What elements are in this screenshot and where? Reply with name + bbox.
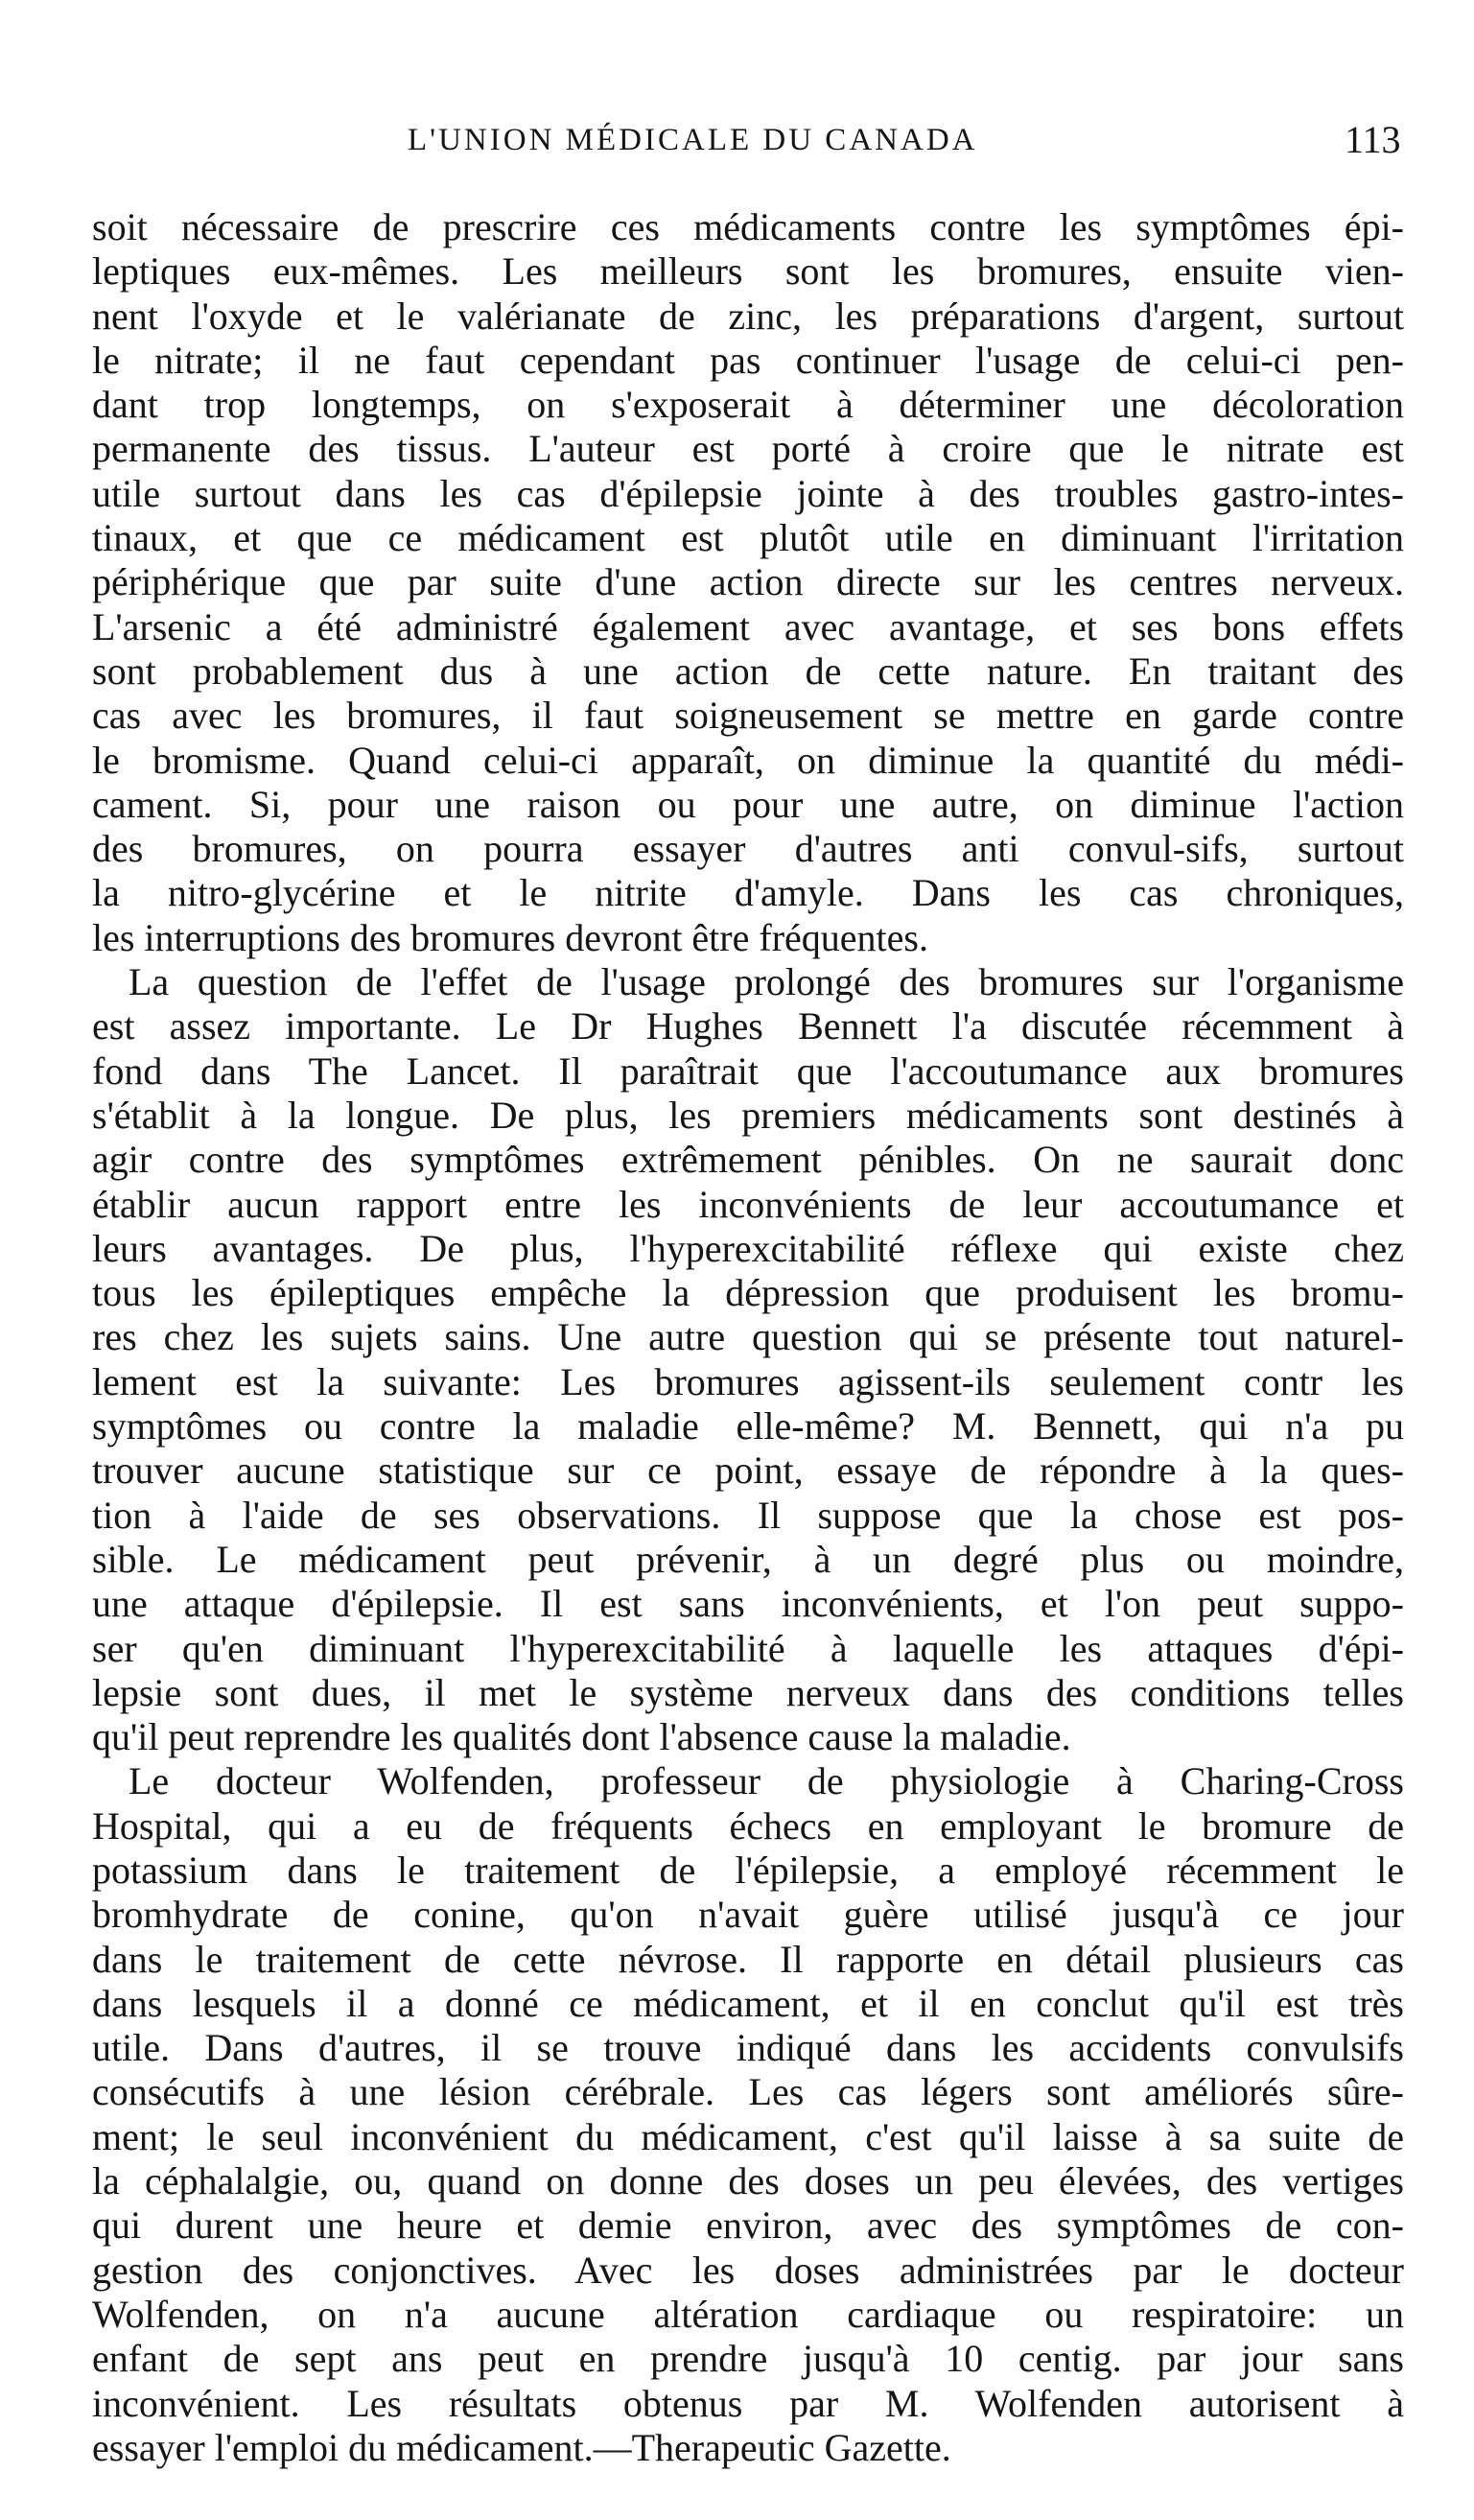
paragraph-end-line: qu'il peut reprendre les qualités dont l'absence cause la maladie. [92, 1715, 1071, 1759]
text-line: des bromures, on pourra essayer d'autres anti convul-sifs, surtout [92, 827, 1404, 871]
text-line: le bromisme. Quand celui-ci apparaît, on diminue la quantité du médi- [92, 738, 1404, 782]
text-line: lement est la suivante: Les bromures agissent-ils seulement contr les [92, 1359, 1404, 1403]
paragraph-start-line: Le docteur Wolfenden, professeur de physiologie à Charing-Cross [129, 1759, 1404, 1803]
text-line: périphérique que par suite d'une action directe sur les centres nerveux. [92, 560, 1404, 604]
text-line: utile surtout dans les cas d'épilepsie jointe à des troubles gastro-intes- [92, 471, 1404, 515]
text-line: agir contre des symptômes extrêmement pénibles. On ne saurait donc [92, 1138, 1404, 1182]
text-line: symptômes ou contre la maladie elle-même? M. Bennett, qui n'a pu [92, 1404, 1404, 1448]
text-line: Wolfenden, on n'a aucune altération cardiaque ou respiratoire: un [92, 2292, 1404, 2336]
text-line: sont probablement dus à une action de cette nature. En traitant des [92, 648, 1404, 693]
text-line: consécutifs à une lésion cérébrale. Les cas légers sont améliorés sûre- [92, 2070, 1404, 2114]
text-line: gestion des conjonctives. Avec les doses administrées par le docteur [92, 2248, 1404, 2292]
text-line: Hospital, qui a eu de fréquents échecs en employant le bromure de [92, 1803, 1404, 1848]
text-line: inconvénient. Les résultats obtenus par M. Wolfenden autorisent à [92, 2381, 1404, 2425]
text-line: ser qu'en diminuant l'hyperexcitabilité à laquelle les attaques d'épi- [92, 1626, 1404, 1670]
text-line: permanente des tissus. L'auteur est porté à croire que le nitrate est [92, 427, 1404, 471]
text-line: lepsie sont dues, il met le système nerveux dans des conditions telles [92, 1670, 1404, 1714]
body-text [92, 205, 1404, 2470]
page-number: 113 [1345, 118, 1401, 161]
text-line: cas avec les bromures, il faut soigneusement se mettre en garde contre [92, 694, 1404, 738]
text-line: ment; le seul inconvénient du médicament, c'est qu'il laisse à sa suite de [92, 2114, 1404, 2158]
text-line: tous les épileptiques empêche la dépression que produisent les bromu- [92, 1271, 1404, 1315]
text-line: fond dans The Lancet. Il paraîtrait que l'accoutumance aux bromures [92, 1048, 1404, 1093]
text-line: nent l'oxyde et le valérianate de zinc, les préparations d'argent, surtout [92, 294, 1404, 338]
text-line: la nitro-glycérine et le nitrite d'amyle. Dans les cas chroniques, [92, 871, 1404, 915]
text-line: cament. Si, pour une raison ou pour une autre, on diminue l'action [92, 782, 1404, 826]
paragraph-end-line: les interruptions des bromures devront être fréquentes. [92, 915, 928, 959]
text-line: dans lesquels il a donné ce médicament, et il en conclut qu'il est très [92, 1981, 1404, 2025]
text-line: potassium dans le traitement de l'épilepsie, a employé récemment le [92, 1848, 1404, 1892]
text-line: s'établit à la longue. De plus, les premiers médicaments sont destinés à [92, 1093, 1404, 1137]
text-line: utile. Dans d'autres, il se trouve indiqué dans les accidents convulsifs [92, 2026, 1404, 2070]
text-line: res chez les sujets sains. Une autre question qui se présente tout naturel- [92, 1315, 1404, 1359]
text-line: bromhydrate de conine, qu'on n'avait guère utilisé jusqu'à ce jour [92, 1893, 1404, 1937]
running-title: L'UNION MÉDICALE DU CANADA [408, 123, 978, 157]
text-line: L'arsenic a été administré également avec avantage, et ses bons effets [92, 604, 1404, 648]
text-line: dans le traitement de cette névrose. Il rapporte en détail plusieurs cas [92, 1937, 1404, 1981]
text-line: une attaque d'épilepsie. Il est sans inconvénients, et l'on peut suppo- [92, 1582, 1404, 1626]
running-header [0, 115, 1474, 173]
text-line: leptiques eux-mêmes. Les meilleurs sont les bromures, ensuite vien- [92, 249, 1404, 294]
text-line: trouver aucune statistique sur ce point, essaye de répondre à la ques- [92, 1448, 1404, 1493]
text-line: qui durent une heure et demie environ, avec des symptômes de con- [92, 2203, 1404, 2248]
text-line: dant trop longtemps, on s'exposerait à déterminer une décoloration [92, 383, 1404, 427]
text-line: soit nécessaire de prescrire ces médicaments contre les symptômes épi- [92, 205, 1404, 248]
text-line: le nitrate; il ne faut cependant pas continuer l'usage de celui-ci pen- [92, 338, 1404, 382]
text-line: la céphalalgie, ou, quand on donne des doses un peu élevées, des vertiges [92, 2159, 1404, 2203]
text-line: tion à l'aide de ses observations. Il suppose que la chose est pos- [92, 1493, 1404, 1537]
text-line: enfant de sept ans peut en prendre jusqu'à 10 centig. par jour sans [92, 2337, 1404, 2381]
text-line: établir aucun rapport entre les inconvénients de leur accoutumance et [92, 1182, 1404, 1226]
text-line: est assez importante. Le Dr Hughes Bennett l'a discutée récemment à [92, 1004, 1404, 1048]
paragraph-end-line: essayer l'emploi du médicament.—Therapeutic Gazette. [92, 2425, 951, 2469]
paragraph-start-line: La question de l'effet de l'usage prolongé des bromures sur l'organisme [129, 960, 1404, 1004]
text-line: tinaux, et que ce médicament est plutôt utile en diminuant l'irritation [92, 516, 1404, 560]
text-line: sible. Le médicament peut prévenir, à un degré plus ou moindre, [92, 1537, 1404, 1581]
text-line: leurs avantages. De plus, l'hyperexcitabilité réflexe qui existe chez [92, 1226, 1404, 1270]
